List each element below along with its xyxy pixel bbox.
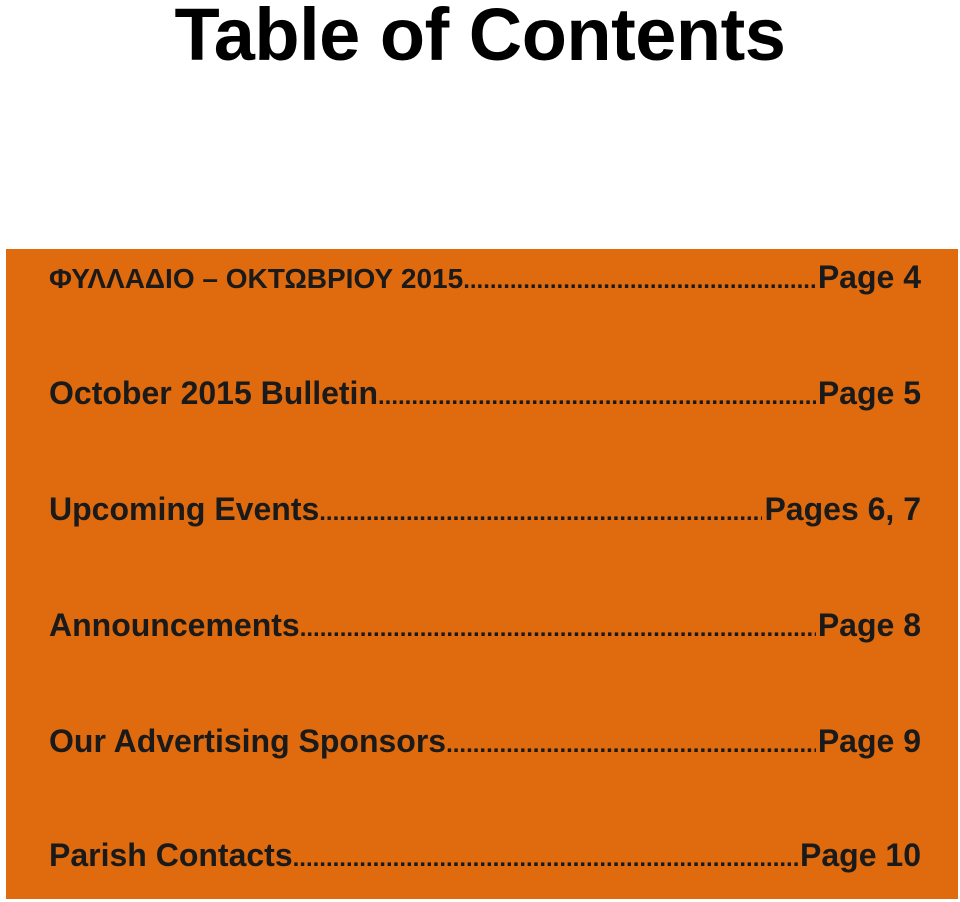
toc-entry-label: Upcoming Events: [49, 491, 320, 527]
toc-entry-label: October 2015 Bulletin: [49, 375, 378, 411]
toc-entry-page: Page 9: [817, 723, 921, 759]
toc-entry-greek-bulletin[interactable]: [49, 257, 921, 297]
toc-entry-advertising-sponsors[interactable]: [49, 721, 921, 761]
toc-entry-page: Page 5: [817, 375, 921, 411]
toc-entry-label: ΦΥΛΛΑΔΙΟ – ΟΚΤΩΒΡΙΟΥ 2015: [49, 263, 464, 294]
toc-dot-leader: [446, 721, 816, 761]
toc-entry-page: Pages 6, 7: [764, 491, 921, 527]
toc-entry-parish-contacts[interactable]: [49, 835, 921, 875]
toc-entry-page: Page 4: [817, 259, 921, 295]
toc-entry-announcements[interactable]: [49, 605, 921, 645]
table-of-contents-panel: [6, 249, 958, 899]
toc-entry-label: Announcements: [49, 607, 300, 643]
toc-entry-page: Page 8: [817, 607, 921, 643]
toc-entry-page: Page 10: [800, 837, 921, 873]
toc-dot-leader: [293, 835, 798, 875]
page-title: Table of Contents: [174, 0, 786, 76]
toc-entry-october-bulletin[interactable]: [49, 373, 921, 413]
toc-dot-leader: [300, 605, 816, 645]
toc-entry-upcoming-events[interactable]: [49, 489, 921, 529]
toc-entry-label: Parish Contacts: [49, 837, 293, 873]
toc-dot-leader: [378, 373, 816, 413]
toc-dot-leader: [463, 257, 816, 297]
toc-entry-label: Our Advertising Sponsors: [49, 723, 447, 759]
toc-dot-leader: [319, 489, 762, 529]
